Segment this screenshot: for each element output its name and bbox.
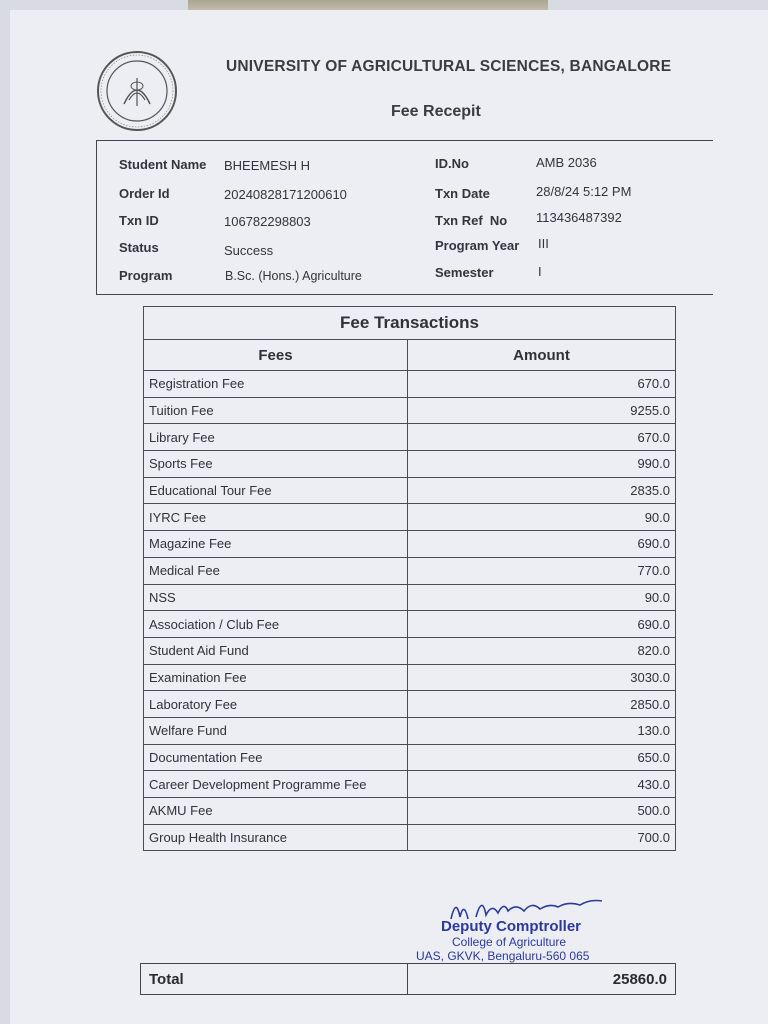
order-id-label: Order Id xyxy=(119,186,170,201)
fee-name: Medical Fee xyxy=(144,557,408,584)
amount-column-header: Amount xyxy=(408,340,676,371)
fee-amount: 700.0 xyxy=(408,824,676,851)
receipt-title: Fee Recepit xyxy=(391,103,481,120)
fee-amount: 2835.0 xyxy=(408,477,676,504)
fee-row xyxy=(144,744,676,771)
txn-ref-value: 113436487392 xyxy=(536,210,622,225)
fee-table-caption: Fee Transactions xyxy=(144,307,676,340)
order-id-value: 20240828171200610 xyxy=(224,187,347,202)
fee-row xyxy=(144,477,676,504)
fee-amount: 820.0 xyxy=(408,637,676,664)
semester-value: I xyxy=(538,264,542,279)
total-value: 25860.0 xyxy=(408,964,676,995)
fee-amount: 670.0 xyxy=(408,371,676,398)
fee-row xyxy=(144,717,676,744)
stamp-college: College of Agriculture xyxy=(452,935,567,949)
fee-transactions-table xyxy=(143,306,676,851)
fee-amount: 990.0 xyxy=(408,451,676,478)
fee-name: IYRC Fee xyxy=(144,504,408,531)
fee-name: Educational Tour Fee xyxy=(144,477,408,504)
fee-name: Library Fee xyxy=(144,424,408,451)
fee-row xyxy=(144,664,676,691)
fee-amount: 770.0 xyxy=(408,557,676,584)
fee-name: Registration Fee xyxy=(144,371,408,398)
fee-name: Tuition Fee xyxy=(144,397,408,424)
status-value: Success xyxy=(224,243,274,258)
fee-name: Career Development Programme Fee xyxy=(144,771,408,798)
fee-amount: 130.0 xyxy=(408,717,676,744)
student-name-value: BHEEMESH H xyxy=(224,158,310,173)
fee-amount: 3030.0 xyxy=(408,664,676,691)
fee-name: Laboratory Fee xyxy=(144,691,408,718)
total-table xyxy=(140,963,676,995)
fee-amount: 690.0 xyxy=(408,611,676,638)
fee-row xyxy=(144,798,676,825)
stamp-title: Deputy Comptroller xyxy=(441,918,582,935)
fee-amount: 430.0 xyxy=(408,771,676,798)
program-value: B.Sc. (Hons.) Agriculture xyxy=(225,269,362,283)
fee-amount: 690.0 xyxy=(408,531,676,558)
total-label: Total xyxy=(141,964,408,995)
fee-name: Welfare Fund xyxy=(144,717,408,744)
fee-row xyxy=(144,557,676,584)
fee-name: NSS xyxy=(144,584,408,611)
fee-name: AKMU Fee xyxy=(144,798,408,825)
fee-row xyxy=(144,584,676,611)
university-seal-logo xyxy=(96,50,178,132)
fee-amount: 9255.0 xyxy=(408,397,676,424)
fee-row xyxy=(144,771,676,798)
fee-name: Magazine Fee xyxy=(144,531,408,558)
fees-column-header: Fees xyxy=(144,340,408,371)
idno-label: ID.No xyxy=(435,156,469,171)
fee-amount: 500.0 xyxy=(408,798,676,825)
fee-name: Sports Fee xyxy=(144,451,408,478)
fee-row xyxy=(144,611,676,638)
fee-name: Examination Fee xyxy=(144,664,408,691)
status-label: Status xyxy=(119,240,159,255)
txn-date-value: 28/8/24 5:12 PM xyxy=(536,184,632,199)
fee-name: Group Health Insurance xyxy=(144,824,408,851)
fee-row xyxy=(144,637,676,664)
deputy-comptroller-stamp xyxy=(396,893,616,965)
txn-date-label: Txn Date xyxy=(435,186,490,201)
fee-row xyxy=(144,371,676,398)
fee-name: Documentation Fee xyxy=(144,744,408,771)
idno-value: AMB 2036 xyxy=(536,155,597,170)
fee-row xyxy=(144,424,676,451)
fee-row xyxy=(144,397,676,424)
program-year-value: III xyxy=(538,236,549,251)
fee-amount: 90.0 xyxy=(408,504,676,531)
fee-rows xyxy=(144,371,676,851)
txn-id-label: Txn ID xyxy=(119,213,159,228)
student-name-label: Student Name xyxy=(119,157,207,172)
stamp-address: UAS, GKVK, Bengaluru-560 065 xyxy=(416,949,590,963)
fee-row xyxy=(144,504,676,531)
fee-amount: 90.0 xyxy=(408,584,676,611)
program-label: Program xyxy=(119,268,173,283)
fee-name: Student Aid Fund xyxy=(144,637,408,664)
fee-name: Association / Club Fee xyxy=(144,611,408,638)
fee-row xyxy=(144,824,676,851)
fee-row xyxy=(144,531,676,558)
fee-amount: 2850.0 xyxy=(408,691,676,718)
fee-row xyxy=(144,451,676,478)
fee-amount: 650.0 xyxy=(408,744,676,771)
fee-row xyxy=(144,691,676,718)
semester-label: Semester xyxy=(435,265,494,280)
program-year-label: Program Year xyxy=(435,238,520,253)
txn-id-value: 106782298803 xyxy=(224,214,311,229)
university-title: UNIVERSITY OF AGRICULTURAL SCIENCES, BANGALORE xyxy=(226,58,672,75)
fee-amount: 670.0 xyxy=(408,424,676,451)
txn-ref-label: Txn Ref No xyxy=(435,213,508,228)
